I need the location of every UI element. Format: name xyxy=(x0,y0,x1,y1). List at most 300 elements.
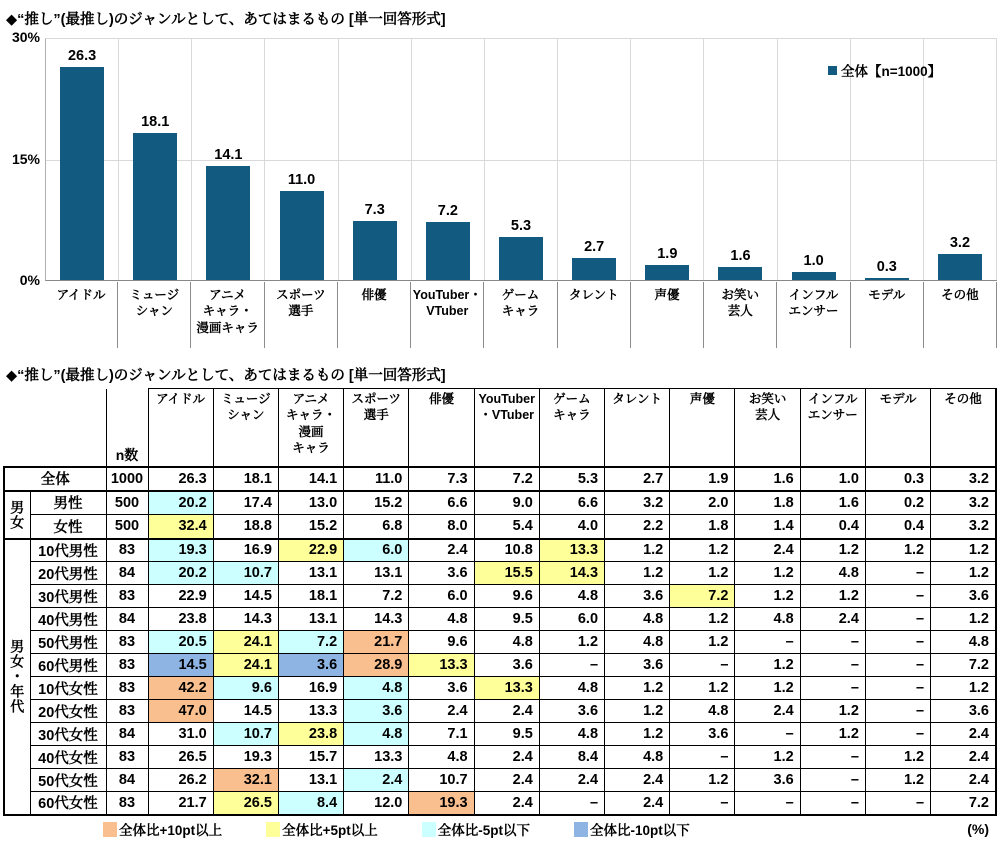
highlight-legend-item xyxy=(422,819,530,839)
value-cell: – xyxy=(539,654,604,677)
value-cell: 0.3 xyxy=(865,467,930,491)
value-cell: 13.3 xyxy=(344,746,409,769)
value-cell: 9.6 xyxy=(409,631,474,654)
highlight-legend-label: 全体比+10pt以上 xyxy=(119,823,223,838)
column-header: ミュージ シャン xyxy=(213,389,278,467)
n-value: 84 xyxy=(106,608,148,631)
table-row xyxy=(4,723,996,746)
value-cell: 22.9 xyxy=(148,585,213,608)
value-cell: 3.6 xyxy=(278,654,343,677)
value-cell: 13.1 xyxy=(278,608,343,631)
value-cell: – xyxy=(865,562,930,585)
value-cell: 15.7 xyxy=(278,746,343,769)
value-cell: 1.2 xyxy=(670,769,735,792)
value-cell: 47.0 xyxy=(148,700,213,723)
value-cell: 7.2 xyxy=(931,792,996,815)
value-cell: 3.6 xyxy=(931,585,996,608)
value-cell: 4.8 xyxy=(539,723,604,746)
value-cell: 13.3 xyxy=(539,539,604,562)
value-cell: 1.2 xyxy=(931,539,996,562)
table-row xyxy=(4,631,996,654)
table-row xyxy=(4,792,996,815)
value-cell: 7.2 xyxy=(344,585,409,608)
category-label: その他 xyxy=(924,282,997,348)
value-cell: 11.0 xyxy=(344,467,409,491)
value-cell: 4.8 xyxy=(931,631,996,654)
category-label: アイドル xyxy=(45,282,118,348)
value-cell: 4.8 xyxy=(800,562,865,585)
category-label: 声優 xyxy=(631,282,704,348)
table-row xyxy=(4,654,996,677)
value-cell: 19.3 xyxy=(148,539,213,562)
value-cell: 17.4 xyxy=(213,491,278,515)
category-label: お笑い 芸人 xyxy=(704,282,777,348)
value-cell: 2.4 xyxy=(474,746,539,769)
value-cell: 3.2 xyxy=(931,491,996,515)
value-cell: 13.1 xyxy=(278,769,343,792)
n-value: 83 xyxy=(106,585,148,608)
bar-value-label: 7.3 xyxy=(364,201,385,218)
category-label: YouTuber・ VTuber xyxy=(411,282,484,348)
category-label: 俳優 xyxy=(338,282,411,348)
value-cell: 2.4 xyxy=(800,608,865,631)
category-label: タレント xyxy=(558,282,631,348)
value-cell: 26.3 xyxy=(148,467,213,491)
n-column-header: n数 xyxy=(106,389,148,467)
value-cell: 0.2 xyxy=(865,491,930,515)
value-cell: 1.2 xyxy=(735,654,800,677)
row-label: 20代男性 xyxy=(30,562,106,585)
value-cell: 1.2 xyxy=(800,700,865,723)
value-cell: 3.6 xyxy=(409,677,474,700)
column-header: スポーツ 選手 xyxy=(344,389,409,467)
table-row xyxy=(4,515,996,539)
value-cell: 22.9 xyxy=(278,539,343,562)
value-cell: – xyxy=(865,677,930,700)
value-cell: 1.2 xyxy=(670,631,735,654)
bar-slot xyxy=(412,39,485,280)
column-header: 俳優 xyxy=(409,389,474,467)
bar-9 xyxy=(718,267,762,280)
value-cell: – xyxy=(865,723,930,746)
value-cell: 1.2 xyxy=(539,631,604,654)
legend-label: 全体【n=1000】 xyxy=(841,64,942,79)
value-cell: 9.5 xyxy=(474,723,539,746)
category-label: ゲーム キャラ xyxy=(484,282,557,348)
bar-slot xyxy=(704,39,777,280)
value-cell: 1.2 xyxy=(605,539,670,562)
value-cell: 2.7 xyxy=(605,467,670,491)
column-header: モデル xyxy=(865,389,930,467)
n-value: 83 xyxy=(106,654,148,677)
table-footer xyxy=(3,819,997,839)
value-cell: 26.5 xyxy=(213,792,278,815)
highlight-swatch-icon xyxy=(103,822,117,837)
value-cell: 4.0 xyxy=(539,515,604,539)
value-cell: 0.4 xyxy=(800,515,865,539)
bar-3 xyxy=(280,191,324,280)
value-cell: 26.5 xyxy=(148,746,213,769)
value-cell: 2.4 xyxy=(474,792,539,815)
value-cell: 14.5 xyxy=(213,700,278,723)
value-cell: 5.3 xyxy=(539,467,604,491)
row-label: 50代女性 xyxy=(30,769,106,792)
value-cell: 2.4 xyxy=(605,792,670,815)
category-label: アニメ キャラ・ 漫画キャラ xyxy=(191,282,264,348)
value-cell: 4.8 xyxy=(539,677,604,700)
n-value: 84 xyxy=(106,769,148,792)
value-cell: 1.2 xyxy=(931,677,996,700)
row-label: 40代男性 xyxy=(30,608,106,631)
bar-slot xyxy=(119,39,192,280)
value-cell: 7.2 xyxy=(474,467,539,491)
highlight-swatch-icon xyxy=(266,822,280,837)
value-cell: 15.5 xyxy=(474,562,539,585)
row-label: 10代男性 xyxy=(30,539,106,562)
bar-value-label: 0.3 xyxy=(876,258,897,275)
bar-slot xyxy=(265,39,338,280)
table-row xyxy=(4,491,996,515)
value-cell: 1.6 xyxy=(735,467,800,491)
value-cell: 1.2 xyxy=(605,677,670,700)
value-cell: – xyxy=(800,792,865,815)
value-cell: 13.0 xyxy=(278,491,343,515)
value-cell: – xyxy=(735,723,800,746)
column-header: ゲーム キャラ xyxy=(539,389,604,467)
bar-6 xyxy=(499,237,543,280)
bar-4 xyxy=(353,221,397,280)
n-value: 83 xyxy=(106,700,148,723)
value-cell: 3.6 xyxy=(474,654,539,677)
row-label: 60代男性 xyxy=(30,654,106,677)
y-tick-label: 30% xyxy=(11,29,40,45)
value-cell: 1.4 xyxy=(735,515,800,539)
value-cell: 13.1 xyxy=(278,562,343,585)
bar-value-label: 18.1 xyxy=(141,114,170,131)
value-cell: 1.2 xyxy=(605,700,670,723)
n-value: 83 xyxy=(106,792,148,815)
n-value: 500 xyxy=(106,491,148,515)
value-cell: – xyxy=(865,608,930,631)
value-cell: 7.1 xyxy=(409,723,474,746)
row-label: 30代女性 xyxy=(30,723,106,746)
value-cell: 16.9 xyxy=(278,677,343,700)
highlight-legend-item xyxy=(103,819,222,839)
value-cell: 2.4 xyxy=(539,769,604,792)
row-label: 30代男性 xyxy=(30,585,106,608)
value-cell: – xyxy=(865,654,930,677)
highlight-legend-label: 全体比+5pt以上 xyxy=(282,823,378,838)
chart-legend xyxy=(828,60,941,80)
value-cell: 1.2 xyxy=(735,677,800,700)
bar-value-label: 2.7 xyxy=(584,239,605,256)
n-value: 500 xyxy=(106,515,148,539)
value-cell: 20.2 xyxy=(148,491,213,515)
table-row xyxy=(4,608,996,631)
column-header: タレント xyxy=(605,389,670,467)
bar-8 xyxy=(645,265,689,280)
value-cell: 14.1 xyxy=(278,467,343,491)
value-cell: 1.2 xyxy=(800,539,865,562)
n-value: 83 xyxy=(106,746,148,769)
value-cell: 20.2 xyxy=(148,562,213,585)
value-cell: 8.4 xyxy=(278,792,343,815)
value-cell: 1.2 xyxy=(865,746,930,769)
value-cell: 28.9 xyxy=(344,654,409,677)
value-cell: 16.9 xyxy=(213,539,278,562)
value-cell: 14.3 xyxy=(344,608,409,631)
table-row xyxy=(4,539,996,562)
value-cell: 15.2 xyxy=(344,491,409,515)
row-label: 男性 xyxy=(30,491,106,515)
value-cell: 15.2 xyxy=(278,515,343,539)
value-cell: – xyxy=(800,746,865,769)
value-cell: 1.8 xyxy=(735,491,800,515)
value-cell: 4.8 xyxy=(539,585,604,608)
value-cell: 10.7 xyxy=(213,723,278,746)
value-cell: 2.4 xyxy=(409,700,474,723)
value-cell: 1.2 xyxy=(670,562,735,585)
value-cell: 6.6 xyxy=(539,491,604,515)
value-cell: 1.2 xyxy=(735,746,800,769)
category-label: モデル xyxy=(851,282,924,348)
value-cell: 1.2 xyxy=(670,677,735,700)
value-cell: 5.4 xyxy=(474,515,539,539)
value-cell: 18.1 xyxy=(278,585,343,608)
value-cell: 7.2 xyxy=(931,654,996,677)
value-cell: 13.1 xyxy=(344,562,409,585)
value-cell: 4.8 xyxy=(344,677,409,700)
value-cell: 2.4 xyxy=(409,539,474,562)
row-label: 50代男性 xyxy=(30,631,106,654)
bar-value-label: 14.1 xyxy=(214,146,243,163)
category-label: スポーツ 選手 xyxy=(265,282,338,348)
n-value: 1000 xyxy=(106,467,148,491)
value-cell: 2.4 xyxy=(344,769,409,792)
unit-label: (%) xyxy=(967,821,989,837)
row-group-label: 男女 xyxy=(4,491,30,539)
value-cell: 23.8 xyxy=(278,723,343,746)
table-title: ◆“推し”(最推し)のジャンルとして、あてはまるもの [単一回答形式] xyxy=(6,368,446,384)
chart-title: ◆“推し”(最推し)のジャンルとして、あてはまるもの [単一回答形式] xyxy=(6,12,446,28)
n-value: 83 xyxy=(106,677,148,700)
n-value: 83 xyxy=(106,539,148,562)
value-cell: – xyxy=(670,792,735,815)
value-cell: 42.2 xyxy=(148,677,213,700)
bar-7 xyxy=(572,258,616,280)
value-cell: 6.6 xyxy=(409,491,474,515)
value-cell: 9.6 xyxy=(474,585,539,608)
value-cell: 1.2 xyxy=(735,585,800,608)
value-cell: 6.0 xyxy=(409,585,474,608)
row-label: 全体 xyxy=(4,467,106,491)
header-spacer xyxy=(4,389,106,467)
row-label: 女性 xyxy=(30,515,106,539)
value-cell: 3.2 xyxy=(931,467,996,491)
value-cell: 1.0 xyxy=(800,467,865,491)
value-cell: – xyxy=(800,769,865,792)
table-row xyxy=(4,746,996,769)
bar-1 xyxy=(133,133,177,280)
bar-2 xyxy=(206,166,250,280)
value-cell: – xyxy=(539,792,604,815)
value-cell: 7.2 xyxy=(278,631,343,654)
value-cell: – xyxy=(670,746,735,769)
value-cell: 3.6 xyxy=(735,769,800,792)
column-header: その他 xyxy=(931,389,996,467)
value-cell: 3.6 xyxy=(605,654,670,677)
value-cell: 1.2 xyxy=(670,539,735,562)
data-table xyxy=(3,388,997,816)
value-cell: 1.2 xyxy=(865,539,930,562)
value-cell: 7.3 xyxy=(409,467,474,491)
table-row xyxy=(4,562,996,585)
value-cell: 4.8 xyxy=(409,608,474,631)
value-cell: 4.8 xyxy=(409,746,474,769)
value-cell: 14.5 xyxy=(213,585,278,608)
value-cell: 2.4 xyxy=(474,769,539,792)
value-cell: 2.2 xyxy=(605,515,670,539)
highlight-legend-label: 全体比-5pt以下 xyxy=(437,823,531,838)
value-cell: 10.8 xyxy=(474,539,539,562)
value-cell: 18.8 xyxy=(213,515,278,539)
highlight-legend-item xyxy=(574,819,690,839)
value-cell: 1.2 xyxy=(865,769,930,792)
value-cell: 1.2 xyxy=(605,723,670,746)
value-cell: 19.3 xyxy=(409,792,474,815)
column-header: 声優 xyxy=(670,389,735,467)
bar-slot xyxy=(558,39,631,280)
bar-11 xyxy=(865,278,909,280)
category-label: ミュージ シャン xyxy=(118,282,191,348)
value-cell: 9.6 xyxy=(213,677,278,700)
bar-value-label: 5.3 xyxy=(510,218,532,235)
bar-value-label: 11.0 xyxy=(287,171,316,188)
value-cell: 6.0 xyxy=(344,539,409,562)
value-cell: 1.8 xyxy=(670,515,735,539)
value-cell: 10.7 xyxy=(213,562,278,585)
row-label: 20代女性 xyxy=(30,700,106,723)
category-axis xyxy=(45,282,997,348)
highlight-legend xyxy=(103,819,690,839)
n-value: 83 xyxy=(106,631,148,654)
value-cell: 4.8 xyxy=(605,746,670,769)
value-cell: 1.2 xyxy=(735,562,800,585)
value-cell: – xyxy=(865,792,930,815)
value-cell: 9.0 xyxy=(474,491,539,515)
column-header: アニメ キャラ・ 漫画 キャラ xyxy=(278,389,343,467)
value-cell: 2.4 xyxy=(931,723,996,746)
value-cell: 2.4 xyxy=(474,700,539,723)
value-cell: 1.2 xyxy=(670,608,735,631)
value-cell: 13.3 xyxy=(409,654,474,677)
value-cell: 14.3 xyxy=(539,562,604,585)
value-cell: 31.0 xyxy=(148,723,213,746)
value-cell: 3.2 xyxy=(605,491,670,515)
value-cell: 20.5 xyxy=(148,631,213,654)
value-cell: 4.8 xyxy=(344,723,409,746)
bar-value-label: 1.9 xyxy=(657,245,678,262)
bar-value-label: 7.2 xyxy=(437,202,458,219)
value-cell: 10.7 xyxy=(409,769,474,792)
row-label: 60代女性 xyxy=(30,792,106,815)
value-cell: – xyxy=(735,792,800,815)
column-header: お笑い 芸人 xyxy=(735,389,800,467)
value-cell: 1.2 xyxy=(800,585,865,608)
row-label: 10代女性 xyxy=(30,677,106,700)
value-cell: 8.0 xyxy=(409,515,474,539)
value-cell: 1.2 xyxy=(931,608,996,631)
value-cell: 1.2 xyxy=(605,562,670,585)
value-cell: 2.0 xyxy=(670,491,735,515)
value-cell: 7.2 xyxy=(670,585,735,608)
value-cell: 13.3 xyxy=(474,677,539,700)
bar-value-label: 1.0 xyxy=(803,252,824,269)
row-group-label: 男女・年代 xyxy=(4,539,30,815)
value-cell: – xyxy=(800,654,865,677)
value-cell: 6.0 xyxy=(539,608,604,631)
value-cell: 4.8 xyxy=(605,608,670,631)
value-cell: 2.4 xyxy=(735,539,800,562)
value-cell: 3.2 xyxy=(931,515,996,539)
value-cell: 24.1 xyxy=(213,654,278,677)
value-cell: 12.0 xyxy=(344,792,409,815)
bar-10 xyxy=(792,272,836,280)
value-cell: 9.5 xyxy=(474,608,539,631)
bar-value-label: 26.3 xyxy=(67,47,97,64)
bar-value-label: 1.6 xyxy=(730,248,751,265)
bar-slot xyxy=(192,39,265,280)
value-cell: 32.1 xyxy=(213,769,278,792)
bar-0 xyxy=(60,67,104,280)
value-cell: 1.2 xyxy=(800,723,865,746)
value-cell: – xyxy=(735,631,800,654)
value-cell: 4.8 xyxy=(474,631,539,654)
legend-marker-icon xyxy=(828,66,837,75)
y-tick-label: 15% xyxy=(11,150,40,167)
value-cell: 1.2 xyxy=(931,562,996,585)
value-cell: 24.1 xyxy=(213,631,278,654)
table-row xyxy=(4,769,996,792)
value-cell: – xyxy=(670,654,735,677)
value-cell: 4.8 xyxy=(735,608,800,631)
value-cell: 21.7 xyxy=(344,631,409,654)
highlight-legend-item xyxy=(266,819,378,839)
highlight-swatch-icon xyxy=(422,822,436,837)
highlight-swatch-icon xyxy=(574,822,588,837)
value-cell: – xyxy=(800,631,865,654)
value-cell: 23.8 xyxy=(148,608,213,631)
bar-slot xyxy=(485,39,558,280)
bar-5 xyxy=(426,222,470,280)
value-cell: 0.4 xyxy=(865,515,930,539)
value-cell: 18.1 xyxy=(213,467,278,491)
value-cell: 1.6 xyxy=(800,491,865,515)
value-cell: 14.3 xyxy=(213,608,278,631)
value-cell: 4.8 xyxy=(670,700,735,723)
value-cell: 21.7 xyxy=(148,792,213,815)
value-cell: 26.2 xyxy=(148,769,213,792)
bar-12 xyxy=(938,254,982,280)
column-header: YouTuber ・VTuber xyxy=(474,389,539,467)
y-tick-label: 0% xyxy=(19,272,40,288)
value-cell: 3.6 xyxy=(344,700,409,723)
value-cell: 8.4 xyxy=(539,746,604,769)
column-header: アイドル xyxy=(148,389,213,467)
value-cell: 2.4 xyxy=(931,746,996,769)
value-cell: 2.4 xyxy=(735,700,800,723)
bar-value-label: 3.2 xyxy=(949,235,971,252)
